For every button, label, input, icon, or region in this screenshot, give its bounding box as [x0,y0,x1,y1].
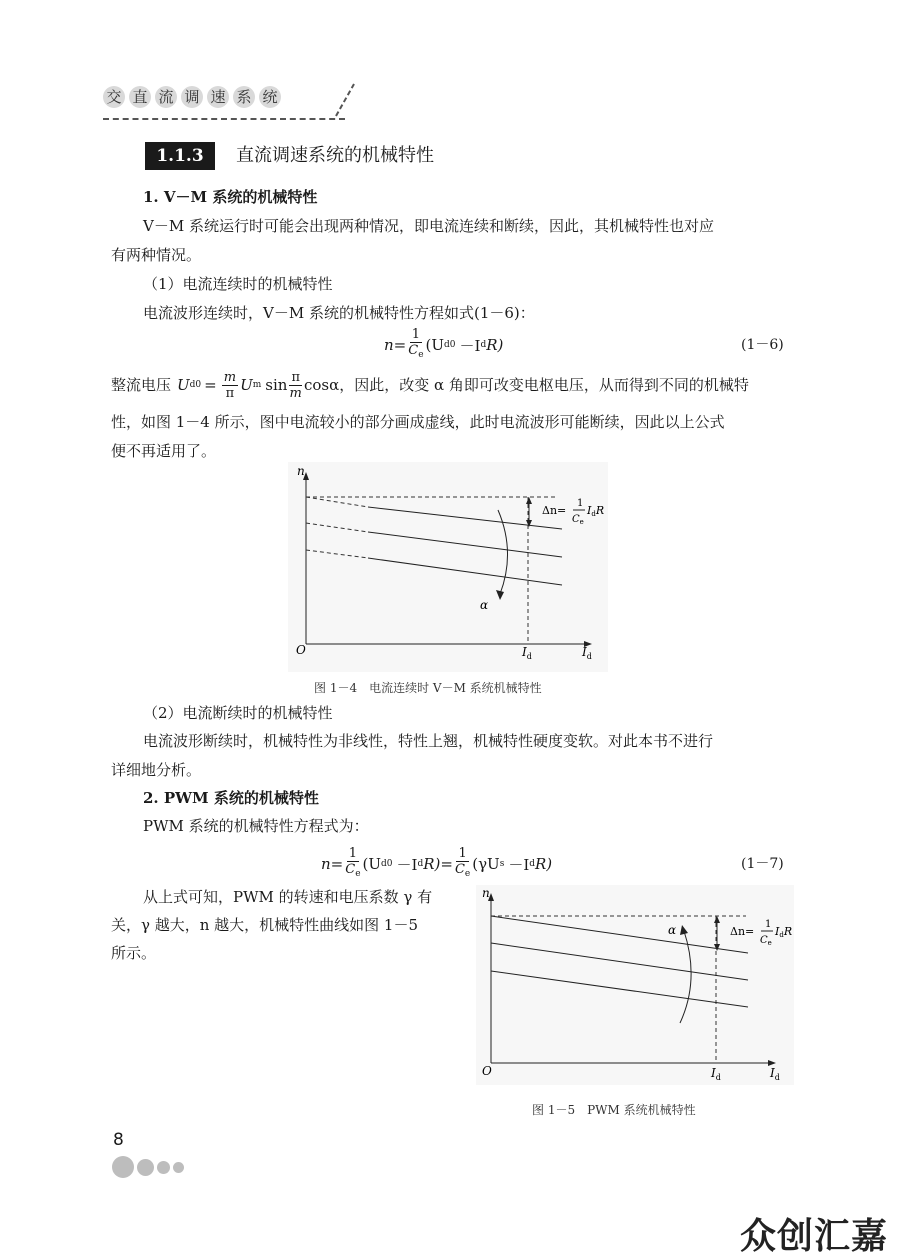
footer-dot [137,1159,154,1176]
eq-term: (γU [472,855,500,873]
eq-numerator: m [223,370,237,385]
paragraph-line: V－M 系统运行时可能会出现两种情况，即电流连续和断续，因此，其机械特性也对应 [143,217,714,235]
paragraph-line: 详细地分析。 [111,761,202,779]
eq-numerator: 1 [458,846,467,861]
figure-caption: 图 1－5 PWM 系统机械特性 [532,1103,696,1117]
paragraph-line: 电流波形断续时，机械特性为非线性，特性上翘，机械特性硬度变软。对此本书不进行 [143,732,714,750]
paragraph-line: 有两种情况。 [111,246,202,264]
axis-label-n: n [482,886,490,900]
equation-number: (1－7) [741,856,784,872]
delta-n-tail: IdR [587,504,605,518]
text-run: cosα，因此，改变 α 角即可改变电枢电压，从而得到不同的机械特 [303,376,749,394]
delta-n-numerator: 1 [577,498,584,509]
subsection-heading-vm: 1. V－M 系统的机械特性 [143,188,318,206]
eq-sub: d [480,340,487,350]
footer-dot [112,1156,134,1178]
paragraph-line: 电流波形连续时，V－M 系统的机械特性方程如式(1－6)： [143,304,535,322]
eq-denominator: $C_e$ [454,862,471,879]
footer-dot [173,1162,184,1173]
eq-fraction [222,370,238,401]
eq-term: = [204,376,217,394]
case-heading: （1）电流连续时的机械特性 [143,275,333,293]
eq-numerator: 1 [348,846,358,861]
footer-dot [157,1161,170,1174]
footer-dots-decoration [112,1156,184,1178]
axis-label-n: n [297,464,305,478]
delta-n-denominator: $C_e$ [572,514,584,526]
origin-label: O [296,643,306,657]
running-header [103,86,281,108]
eq-term: －I [396,855,418,874]
eq-sub: s [499,859,505,869]
axis-label-id: $I_d$ [770,1066,780,1082]
eq-fraction [408,327,423,363]
header-char: 交 [103,86,125,108]
alpha-label: α [480,598,489,612]
eq-term: －I [508,855,530,874]
figure-background [476,885,794,1085]
paragraph-line: PWM 系统的机械特性方程式为： [143,817,369,835]
delta-n-tail: IdR [775,925,793,939]
eq-fraction [289,370,302,401]
eq-fraction [455,846,470,882]
figure-caption: 图 1－4 电流连续时 V－M 系统机械特性 [314,681,542,695]
eq-term: (U [425,336,445,354]
eq-term: sin [265,376,288,394]
page-number: 8 [113,1130,124,1150]
header-char: 流 [155,86,177,108]
eq-term: U [177,376,190,394]
eq-sub: m [252,380,262,390]
axis-label-id: $I_d$ [582,645,592,661]
text-run: 整流电压 [111,376,172,394]
paragraph-line: 所示。 [111,944,157,962]
eq-term: (U [362,855,382,873]
eq-lhs: n= [321,855,344,873]
header-slash-decoration [332,80,358,118]
eq-term: U [240,376,253,394]
eq-term: R) [535,855,553,873]
eq-denominator: $C_e$ [345,862,361,879]
equation-1-6 [384,327,503,363]
header-char: 系 [233,86,255,108]
watermark: 众创汇嘉 [740,1216,889,1257]
origin-label: O [482,1064,492,1078]
eq-denominator: $C_e$ [408,343,424,360]
rated-current-label: $I_d$ [522,645,532,661]
rated-current-label: $I_d$ [711,1066,721,1082]
eq-fraction [345,846,360,882]
eq-sub: d0 [444,340,456,350]
header-char: 直 [129,86,151,108]
paragraph-line: 从上式可知，PWM 的转速和电压系数 γ 有 [143,888,433,906]
equation-1-7 [321,846,552,882]
alpha-label: α [668,923,677,937]
delta-n-numerator: 1 [765,919,772,930]
eq-sub: d0 [381,859,393,869]
eq-denominator: m [289,386,302,401]
delta-n-lead: Δn= [730,925,755,938]
header-char: 速 [207,86,229,108]
eq-term: R) [486,336,504,354]
subsection-heading-pwm: 2. PWM 系统的机械特性 [143,789,319,807]
figure-1-5 [476,885,794,1085]
equation-number: (1－6) [741,337,784,353]
header-rule [103,118,345,120]
eq-sub: d [529,859,536,869]
eq-numerator: 1 [411,327,421,342]
section-number: 1.1.3 [145,142,215,170]
eq-sub: d0 [189,380,202,390]
paragraph-line: 关，γ 越大，n 越大，机械特性曲线如图 1－5 [111,916,419,934]
eq-term: －I [459,336,481,355]
eq-numerator: π [291,370,300,385]
figure-background [288,462,608,672]
paragraph-line: 性，如图 1－4 所示，图中电流较小的部分画成虚线，此时电流波形可能断续，因此以上公式 [111,413,725,431]
paragraph-line: 便不再适用了。 [111,442,217,460]
figure-1-4 [288,462,608,672]
delta-n-denominator: $C_e$ [760,935,772,947]
section-title: 直流调速系统的机械特性 [236,145,434,166]
eq-denominator: π [225,386,235,401]
rectified-voltage-line [111,370,749,401]
eq-term: R)= [423,855,453,873]
eq-sub: d [417,859,424,869]
eq-lhs: n= [384,336,407,354]
case-heading: （2）电流断续时的机械特性 [143,704,333,722]
delta-n-lead: Δn= [542,504,567,517]
header-char: 调 [181,86,203,108]
header-char: 统 [259,86,281,108]
